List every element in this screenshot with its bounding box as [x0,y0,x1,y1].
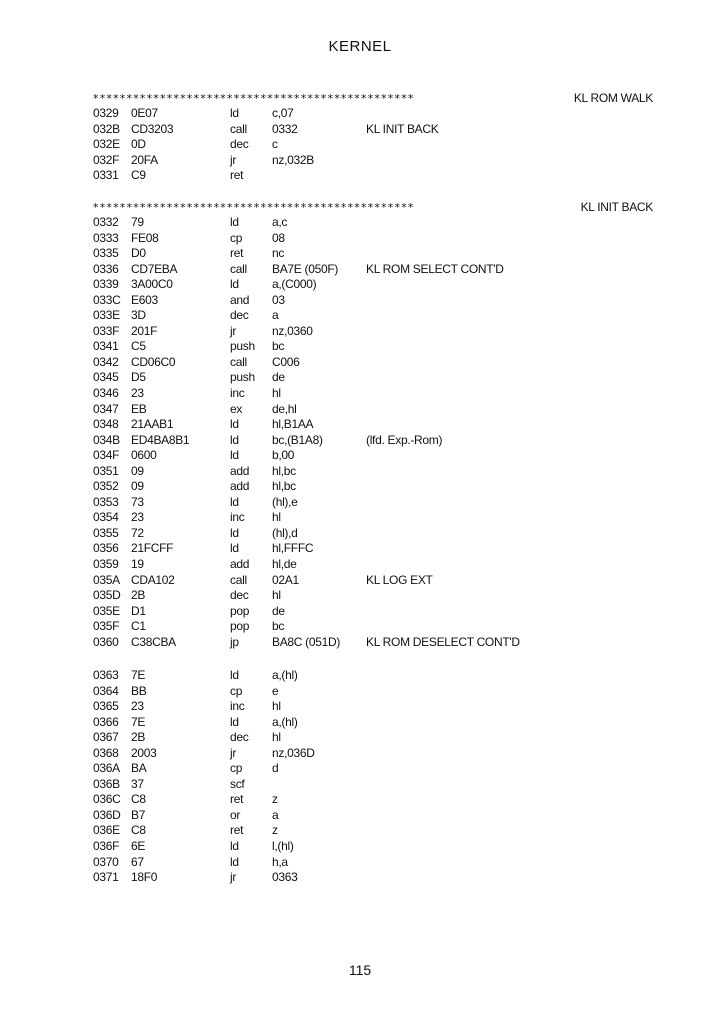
listing-row [93,823,653,839]
address: 036B [93,776,120,791]
hex-bytes: C38CBA [131,634,176,649]
address: 034F [93,448,120,463]
operand: hl [272,510,281,525]
listing-row [93,855,653,871]
hex-bytes: CDA102 [131,572,175,587]
mnemonic: ld [230,839,239,854]
address: 0371 [93,870,119,885]
mnemonic: ret [230,246,244,261]
listing-row [93,684,653,700]
hex-bytes: 2B [131,588,146,603]
listing-row [93,106,653,122]
hex-bytes: FE08 [131,230,159,245]
address: 0365 [93,699,119,714]
listing-row [93,386,653,402]
listing-row [93,526,653,542]
address: 0348 [93,417,119,432]
section-kl-init-back [93,200,653,650]
address: 0364 [93,683,119,698]
hex-bytes: 23 [131,699,144,714]
address: 0359 [93,557,119,572]
mnemonic: push [230,370,255,385]
listing-row [93,433,653,449]
listing-row [93,557,653,573]
address: 0332 [93,215,119,229]
operand: hl [272,386,281,401]
listing-row [93,761,653,777]
listing-row [93,635,653,651]
address: 0366 [93,714,119,729]
address: 0339 [93,277,119,292]
address: 0341 [93,339,119,354]
operand: bc [272,339,285,354]
hex-bytes: D1 [131,603,146,618]
section-label: KL ROM WALK [573,91,653,105]
listing-row [93,137,653,153]
mnemonic: ex [230,401,243,416]
address: 0333 [93,230,119,245]
listing-row [93,153,653,169]
address: 036C [93,792,121,807]
address: 033F [93,323,120,338]
hex-bytes: 19 [131,557,144,572]
mnemonic: dec [230,137,249,152]
comment: KL ROM SELECT CONT'D [366,261,504,276]
listing-row [93,417,653,433]
operand: bc,(B1A8) [272,432,323,447]
hex-bytes: 2B [131,730,146,745]
operand: BA8C (051D) [272,634,341,649]
hex-bytes: BB [131,683,147,698]
operand: e [272,683,279,698]
operand: nz,032B [272,152,314,167]
operand: bc [272,619,285,634]
address: 032F [93,152,120,167]
hex-bytes: 0E07 [131,106,158,120]
section-header [93,200,653,215]
listing-row [93,464,653,480]
mnemonic: jr [230,323,237,338]
hex-bytes: C9 [131,168,146,183]
address: 0345 [93,370,119,385]
hex-bytes: 201F [131,323,158,338]
star-separator: ************************************************ [93,92,415,105]
mnemonic: inc [230,386,245,401]
page-title: KERNEL [328,38,392,55]
listing-row [93,777,653,793]
mnemonic: ld [230,277,239,292]
mnemonic: ld [230,668,239,682]
hex-bytes: 21FCFF [131,541,174,556]
address: 034B [93,432,120,447]
listing-rows [93,106,653,184]
listing-row [93,730,653,746]
address: 033E [93,308,120,323]
listing-row [93,339,653,355]
mnemonic: push [230,339,255,354]
hex-bytes: 09 [131,463,144,478]
operand: hl [272,699,281,714]
hex-bytes: 67 [131,854,144,869]
address: 0367 [93,730,119,745]
hex-bytes: D5 [131,370,146,385]
listing-row [93,619,653,635]
mnemonic: scf [230,776,245,791]
operand: nz,036D [272,745,315,760]
listing-row [93,839,653,855]
address: 035F [93,619,120,634]
address: 0353 [93,494,119,509]
mnemonic: ld [230,106,239,120]
mnemonic: ld [230,448,239,463]
comment: KL INIT BACK [366,121,439,136]
listing-rows [93,215,653,650]
mnemonic: ld [230,541,239,556]
page-number: 115 [348,962,372,978]
operand: C006 [272,354,300,369]
hex-bytes: 0600 [131,448,157,463]
section-continuation [93,668,653,886]
operand: l,(hl) [272,839,294,854]
mnemonic: ld [230,494,239,509]
hex-bytes: CD06C0 [131,354,176,369]
mnemonic: ld [230,714,239,729]
address: 032E [93,137,120,152]
operand: (hl),d [272,525,298,540]
hex-bytes: 7E [131,714,146,729]
listing-row [93,215,653,231]
hex-bytes: ED4BA8B1 [131,432,190,447]
mnemonic: and [230,292,250,307]
mnemonic: jr [230,152,237,167]
mnemonic: jr [230,745,237,760]
operand: hl,bc [272,479,296,494]
mnemonic: ld [230,432,239,447]
mnemonic: or [230,807,241,822]
mnemonic: cp [230,683,243,698]
section-label: KL INIT BACK [580,200,653,214]
hex-bytes: 73 [131,494,144,509]
operand: hl,bc [272,463,296,478]
comment: (lfd. Exp.-Rom) [366,432,443,447]
hex-bytes: 3A00C0 [131,277,173,292]
address: 0370 [93,854,119,869]
address: 0352 [93,479,119,494]
address: 033C [93,292,121,307]
hex-bytes: CD3203 [131,121,174,136]
mnemonic: call [230,354,247,369]
listing-row [93,870,653,886]
operand: de [272,370,285,385]
hex-bytes: 21AAB1 [131,417,174,432]
hex-bytes: BA [131,761,147,776]
operand: a [272,308,279,323]
hex-bytes: 23 [131,510,144,525]
address: 035D [93,588,121,603]
listing-row [93,541,653,557]
address: 0360 [93,634,119,649]
address: 0363 [93,668,119,682]
listing-row [93,246,653,262]
mnemonic: pop [230,619,250,634]
hex-bytes: C8 [131,823,146,838]
mnemonic: cp [230,230,243,245]
mnemonic: jp [230,634,239,649]
mnemonic: ret [230,792,244,807]
hex-bytes: EB [131,401,147,416]
operand: de,hl [272,401,297,416]
address: 0347 [93,401,119,416]
listing-row [93,308,653,324]
mnemonic: ld [230,417,239,432]
listing-row [93,402,653,418]
hex-bytes: 6E [131,839,146,854]
listing-row [93,573,653,589]
address: 0342 [93,354,119,369]
listing-row [93,122,653,138]
hex-bytes: C8 [131,792,146,807]
hex-bytes: 72 [131,525,144,540]
mnemonic: add [230,463,250,478]
listing-row [93,699,653,715]
hex-bytes: E603 [131,292,158,307]
mnemonic: inc [230,510,245,525]
operand: a,(hl) [272,668,298,682]
mnemonic: jr [230,870,237,885]
operand: nc [272,246,285,261]
operand: h,a [272,854,288,869]
address: 032B [93,121,120,136]
operand: 03 [272,292,285,307]
operand: BA7E (050F) [272,261,339,276]
listing-row [93,231,653,247]
operand: b,00 [272,448,295,463]
operand: a [272,807,279,822]
address: 0329 [93,106,119,120]
mnemonic: add [230,557,250,572]
section-kl-rom-walk [93,91,653,184]
listing-row [93,324,653,340]
operand: hl,B1AA [272,417,314,432]
address: 0346 [93,386,119,401]
mnemonic: call [230,261,247,276]
address: 036A [93,761,120,776]
hex-bytes: D0 [131,246,146,261]
operand: (hl),e [272,494,298,509]
section-header [93,91,653,106]
mnemonic: dec [230,308,249,323]
operand: z [272,823,278,838]
listing-row [93,588,653,604]
listing-row [93,668,653,684]
address: 0351 [93,463,119,478]
comment: KL LOG EXT [366,572,433,587]
hex-bytes: 79 [131,215,144,229]
hex-bytes: 7E [131,668,146,682]
listing-row [93,604,653,620]
mnemonic: cp [230,761,243,776]
listing-row [93,746,653,762]
operand: de [272,603,285,618]
hex-bytes: 23 [131,386,144,401]
listing-row [93,277,653,293]
operand: c [272,137,278,152]
address: 0354 [93,510,119,525]
hex-bytes: 2003 [131,745,157,760]
mnemonic: ret [230,823,244,838]
mnemonic: ld [230,854,239,869]
operand: hl,FFFC [272,541,314,556]
hex-bytes: 20FA [131,152,158,167]
listing-row [93,808,653,824]
listing-row [93,510,653,526]
hex-bytes: 37 [131,776,144,791]
mnemonic: add [230,479,250,494]
mnemonic: ld [230,525,239,540]
hex-bytes: 09 [131,479,144,494]
operand: 0332 [272,121,298,136]
operand: c,07 [272,106,294,120]
mnemonic: dec [230,730,249,745]
mnemonic: pop [230,603,250,618]
operand: hl,de [272,557,297,572]
listing-row [93,715,653,731]
hex-bytes: CD7EBA [131,261,178,276]
address: 0355 [93,525,119,540]
listing-rows [93,668,653,886]
operand: 02A1 [272,572,299,587]
address: 0336 [93,261,119,276]
address: 0368 [93,745,119,760]
mnemonic: ld [230,215,239,229]
address: 0331 [93,168,119,183]
hex-bytes: 18F0 [131,870,158,885]
listing-row [93,370,653,386]
operand: a,(hl) [272,714,298,729]
listing-row [93,355,653,371]
listing-row [93,479,653,495]
listing-row [93,293,653,309]
address: 036E [93,823,120,838]
operand: hl [272,588,281,603]
operand: nz,0360 [272,323,313,338]
mnemonic: ret [230,168,244,183]
mnemonic: dec [230,588,249,603]
address: 036F [93,839,120,854]
listing-row [93,792,653,808]
hex-bytes: C1 [131,619,146,634]
mnemonic: call [230,572,247,587]
mnemonic: call [230,121,247,136]
listing-row [93,495,653,511]
operand: 0363 [272,870,298,885]
operand: hl [272,730,281,745]
address: 035E [93,603,120,618]
listing-row [93,262,653,278]
mnemonic: inc [230,699,245,714]
operand: z [272,792,278,807]
listing-row [93,448,653,464]
operand: 08 [272,230,285,245]
address: 0356 [93,541,119,556]
comment: KL ROM DESELECT CONT'D [366,634,520,649]
star-separator: ************************************************ [93,201,415,214]
hex-bytes: B7 [131,807,146,822]
hex-bytes: 0D [131,137,146,152]
hex-bytes: C5 [131,339,146,354]
operand: a,c [272,215,288,229]
listing-row [93,168,653,184]
address: 035A [93,572,120,587]
hex-bytes: 3D [131,308,146,323]
operand: a,(C000) [272,277,317,292]
address: 036D [93,807,121,822]
address: 0335 [93,246,119,261]
operand: d [272,761,279,776]
